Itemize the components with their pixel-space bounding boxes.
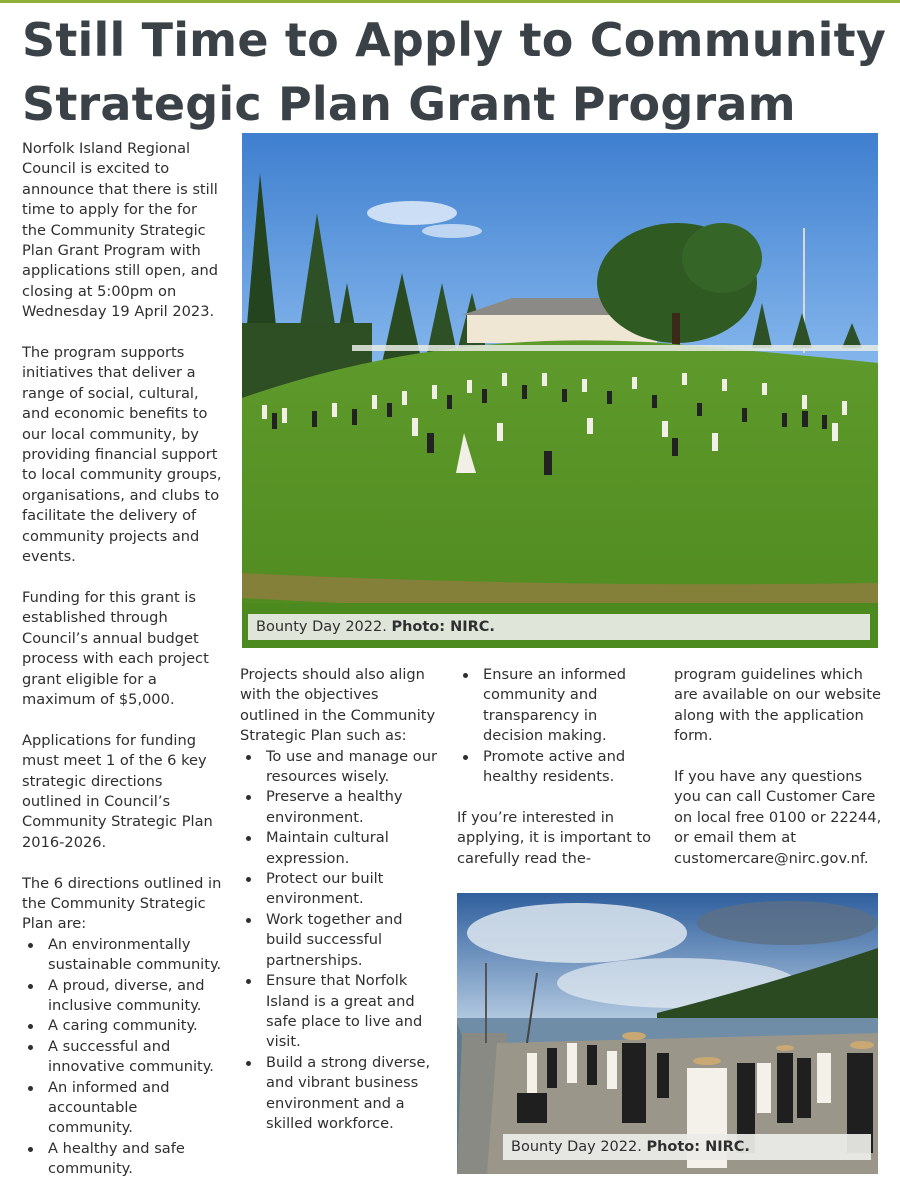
objectives-list [240,747,440,1135]
text-column-3 [457,665,657,869]
list-item: An informed and accountable community. [48,1078,222,1139]
list-item: Ensure that Norfolk Island is a great and safe place to live and visit. [266,971,440,1053]
list-item: A proud, diverse, and inclusive community. [48,976,222,1017]
list-item: A healthy and safe community. [48,1139,222,1180]
list-item: Work together and build successful partnerships. [266,910,440,971]
bounty-day-pier-photo [457,893,878,1174]
directions-intro: The 6 directions outlined in the Community Strategic Plan are: [22,874,222,933]
list-item: A successful and innovative community. [48,1037,222,1078]
photo-caption [503,1134,871,1160]
list-item: Build a strong diverse, and vibrant business environment and a skilled workforce. [266,1053,440,1135]
list-item: An environmentally sustainable community. [48,935,222,976]
contact-paragraph: If you have any questions you can call Customer Care on local free 0100 or 22244, or email them at customercare@nirc.gov.nf. [674,768,882,867]
top-accent-line [0,0,900,3]
photo-caption [248,614,870,640]
list-item: Promote active and healthy residents. [483,747,657,788]
text-column-4 [674,665,884,869]
list-item: To use and manage our resources wisely. [266,747,440,788]
caption-credit: Photo: NIRC. [646,1139,750,1155]
interested-paragraph: If you’re interested in applying, it is important to carefully read the- [457,808,652,867]
caption-text: Bounty Day 2022. [256,619,387,635]
list-item: Ensure an informed community and transparency in decision making. [483,665,657,747]
funding-paragraph: Funding for this grant is established through Council’s annual budget process with each project grant eligible for a maximum of $5,000. [22,588,209,708]
objectives-intro: Projects should also align with the objectives outlined in the Community Strategic Plan such as: [240,666,436,745]
list-item: Protect our built environment. [266,869,440,910]
list-item: Preserve a healthy environment. [266,787,440,828]
objectives-list-continued [457,665,657,787]
text-column-1 [22,139,222,1180]
bounty-day-hill-photo [242,133,878,648]
program-paragraph: The program supports initiatives that deliver a range of social, cultural, and economic benefits to our local community, by providing financial support to local community groups, organisations, and clubs to facilitate the delivery of community projects and events. [22,344,222,566]
caption-credit: Photo: NIRC. [391,619,495,635]
caption-text: Bounty Day 2022. [511,1139,642,1155]
guidelines-paragraph: program guidelines which are available on our website along with the application form. [674,666,881,745]
text-column-2 [240,665,440,1134]
article-headline: Still Time to Apply to Community Strategic Plan Grant Program [22,13,887,131]
applications-paragraph: Applications for funding must meet 1 of the 6 key strategic directions outlined in Council’s Community Strategic Plan 2016-2026. [22,731,213,851]
list-item: A caring community. [48,1016,222,1036]
directions-list [22,935,222,1180]
intro-paragraph: Norfolk Island Regional Council is excited to announce that there is still time to apply for the for the Community Strategic Plan Grant Program with applications still open, and closing at 5:00pm on Wednesday 19 April 2023. [22,140,219,321]
list-item: Maintain cultural expression. [266,828,440,869]
